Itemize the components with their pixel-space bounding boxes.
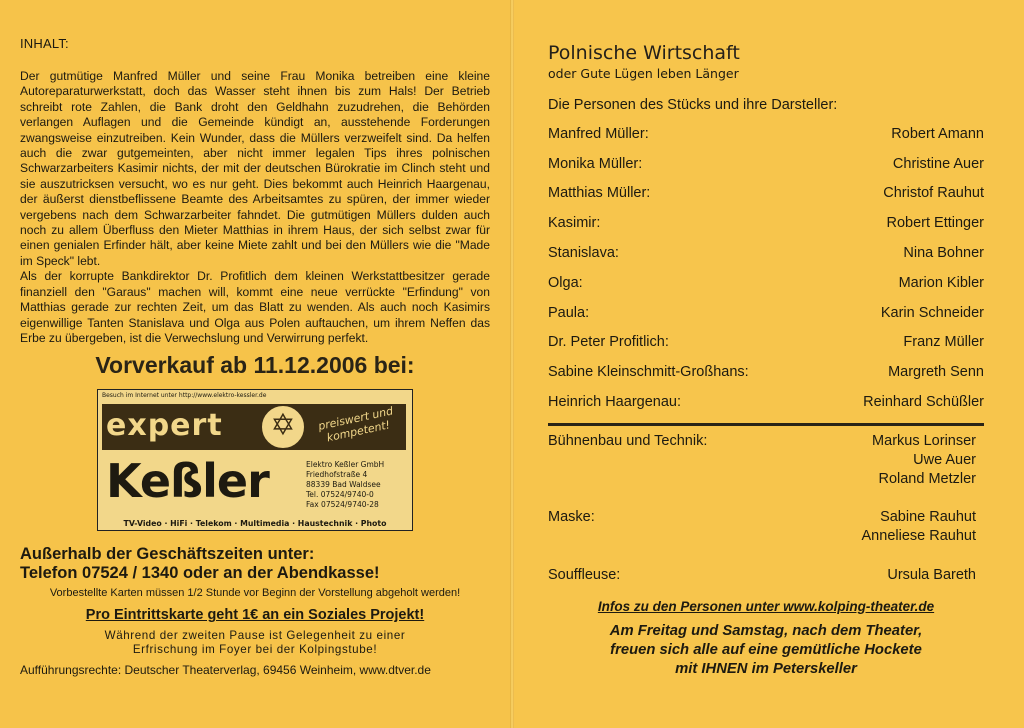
crew-list [548, 432, 984, 585]
cast-row [548, 119, 984, 149]
advert-address-line: Tel. 07524/9740-0 [306, 490, 374, 500]
closing-line: Am Freitag und Samstag, nach dem Theater, [609, 622, 923, 639]
cast-row [548, 238, 984, 268]
crew-names [887, 566, 984, 585]
advert-url-line: Besuch im Internet unter http://www.elektro-kessler.de [102, 392, 267, 400]
crew-name: Sabine Rauhut [880, 508, 976, 525]
cast-role: Kasimir: [548, 215, 601, 232]
advert-address [306, 460, 384, 510]
advert-company-name: Keßler [106, 454, 269, 509]
charity-note: Pro Eintrittskarte geht 1€ an ein Soziales Projekt! [85, 607, 425, 624]
plot-paragraph-2: Als der korrupte Bankdirektor Dr. Profitlich dem kleinen Werkstattbesitzer gerade finanziell den "Garaus" machen will, kommt eine neue verrückte "Erfindung" von Matthias gerade zur rechten Zeit, um das Blatt zu wenden. Als auch noch Kasimirs eigenwillige Tanten Stanislava und Olga aus Polen auftauchen, um ihrem Neffen das Erbe zu übergeben, ist die Verwechslung und Verwirrung perfekt. [20, 269, 490, 345]
content-label: INHALT: [20, 36, 69, 51]
presale-heading: Vorverkauf ab 11.12.2006 bei: [95, 352, 415, 379]
cast-role: Manfred Müller: [548, 125, 649, 142]
advert-slogan: preiswert und kompetent! [317, 404, 395, 445]
play-subtitle: oder Gute Lügen leben Länger [548, 66, 739, 81]
cast-role: Paula: [548, 304, 590, 321]
cast-row [548, 208, 984, 238]
crew-row [548, 432, 984, 489]
cast-role: Monika Müller: [548, 155, 643, 172]
crew-names [872, 432, 984, 489]
advert-services: TV-Video · HiFi · Telekom · Multimedia · Haustechnik · Photo [123, 519, 387, 529]
reservation-note: Vorbestellte Karten müssen 1/2 Stunde vor Beginn der Vorstellung abgeholt werden! [49, 587, 461, 600]
advert-address-line: Elektro Keßler GmbH [306, 460, 385, 470]
crew-name: Ursula Bareth [887, 566, 976, 583]
cast-actor: Robert Amann [891, 125, 984, 142]
cast-actor: Franz Müller [903, 334, 984, 351]
star-logo-icon: ✡ [260, 404, 306, 450]
cast-actor: Christof Rauhut [883, 185, 984, 202]
cast-role: Olga: [548, 274, 583, 291]
phone-line: Telefon 07524 / 1340 oder an der Abendkasse! [20, 564, 380, 583]
cast-role: Sabine Kleinschmitt-Großhans: [548, 364, 749, 381]
closing-line: freuen sich alle auf eine gemütliche Hockete [610, 641, 922, 658]
closing-note [548, 622, 984, 679]
crew-name: Anneliese Rauhut [861, 527, 976, 544]
cast-row [548, 268, 984, 298]
cast-actor: Nina Bohner [903, 245, 984, 262]
intermission-line: Während der zweiten Pause ist Gelegenheit zu einer [104, 629, 406, 643]
rights-note: Aufführungsrechte: Deutscher Theaterverlag, 69456 Weinheim, www.dtver.de [20, 663, 431, 678]
cast-actor: Karin Schneider [880, 304, 984, 321]
cast-role: Stanislava: [548, 245, 619, 262]
intermission-note [20, 629, 490, 657]
crew-row [548, 566, 984, 585]
crew-row [548, 508, 984, 546]
crew-role: Souffleuse: [548, 566, 621, 583]
plot-paragraph-1: Der gutmütige Manfred Müller und seine Frau Monika betreiben eine kleine Autoreparaturwerkstatt, doch das Wasser steht ihnen bis zum Hals! Der Betrieb schreibt rote Zahlen, die Bank droht den Geldhahn zuzudrehen, die Behörden verlangen Auflagen und die Gemeinde kündigt an, ausstehende Forderungen zwangsweise einzutreiben. Kein Wunder, dass die Müllers verzweifelt sind. Da helfen auch die zwar gutgemeinten, aber nicht immer legalen Tips ihres polnischen Schwarzarbeiters Kasimir nichts, der mit der deutschen Bürokratie im Clinch steht und sie auszutricksen versucht, wo es nur geht. Dies bekommt auch Heinrich Haargenau, der äußerst dienstbeflissene Beamte des Arbeitsamtes zu spüren, der immer wieder vergebens nach dem Schwarzarbeiter fahndet. Die gutmütigen Müllers dulden auch noch zu allem Überfluss den Mieter Matthias in ihrem Haus, der sich selbst zwar für einen genialen Erfinder hält, aber keine Miete zahlt und bei den Müllers wie die "Made im Speck" lebt. [20, 69, 490, 268]
crew-name: Roland Metzler [878, 470, 976, 487]
info-link-line: Infos zu den Personen unter www.kolping-theater.de [597, 598, 935, 614]
cast-row [548, 179, 984, 209]
cast-row [548, 357, 984, 387]
intermission-line: Erfrischung im Foyer bei der Kolpingstube! [132, 643, 378, 657]
advert-address-line: Friedhofstraße 4 [306, 470, 368, 480]
cast-actor: Christine Auer [892, 155, 984, 172]
play-title: Polnische Wirtschaft [548, 42, 740, 64]
cast-role: Dr. Peter Profitlich: [548, 334, 669, 351]
cast-row [548, 328, 984, 358]
advert-address-line: Fax 07524/9740-28 [306, 500, 379, 510]
cast-row [548, 387, 984, 417]
cast-actor: Marion Kibler [898, 274, 984, 291]
outside-hours-heading: Außerhalb der Geschäftszeiten unter: [20, 545, 315, 564]
crew-name: Uwe Auer [913, 451, 976, 468]
cast-actor: Robert Ettinger [886, 215, 984, 232]
page-fold [510, 0, 514, 728]
crew-name: Markus Lorinser [872, 432, 976, 449]
crew-role: Bühnenbau und Technik: [548, 432, 708, 449]
crew-names [862, 508, 984, 546]
cast-list [548, 119, 984, 417]
right-page [512, 0, 1024, 728]
advert-brand: expert [106, 408, 223, 444]
sponsor-advert [97, 389, 413, 531]
crew-role: Maske: [548, 508, 595, 525]
cast-role: Matthias Müller: [548, 185, 651, 202]
closing-line: mit IHNEN im Peterskeller [675, 660, 857, 677]
cast-role: Heinrich Haargenau: [548, 394, 681, 411]
cast-row [548, 298, 984, 328]
advert-address-line: 88339 Bad Waldsee [306, 480, 381, 490]
cast-actor: Margreth Senn [888, 364, 984, 381]
divider [548, 423, 984, 426]
cast-row [548, 149, 984, 179]
cast-intro: Die Personen des Stücks und ihre Darsteller: [548, 97, 838, 113]
cast-actor: Reinhard Schüßler [863, 394, 984, 411]
